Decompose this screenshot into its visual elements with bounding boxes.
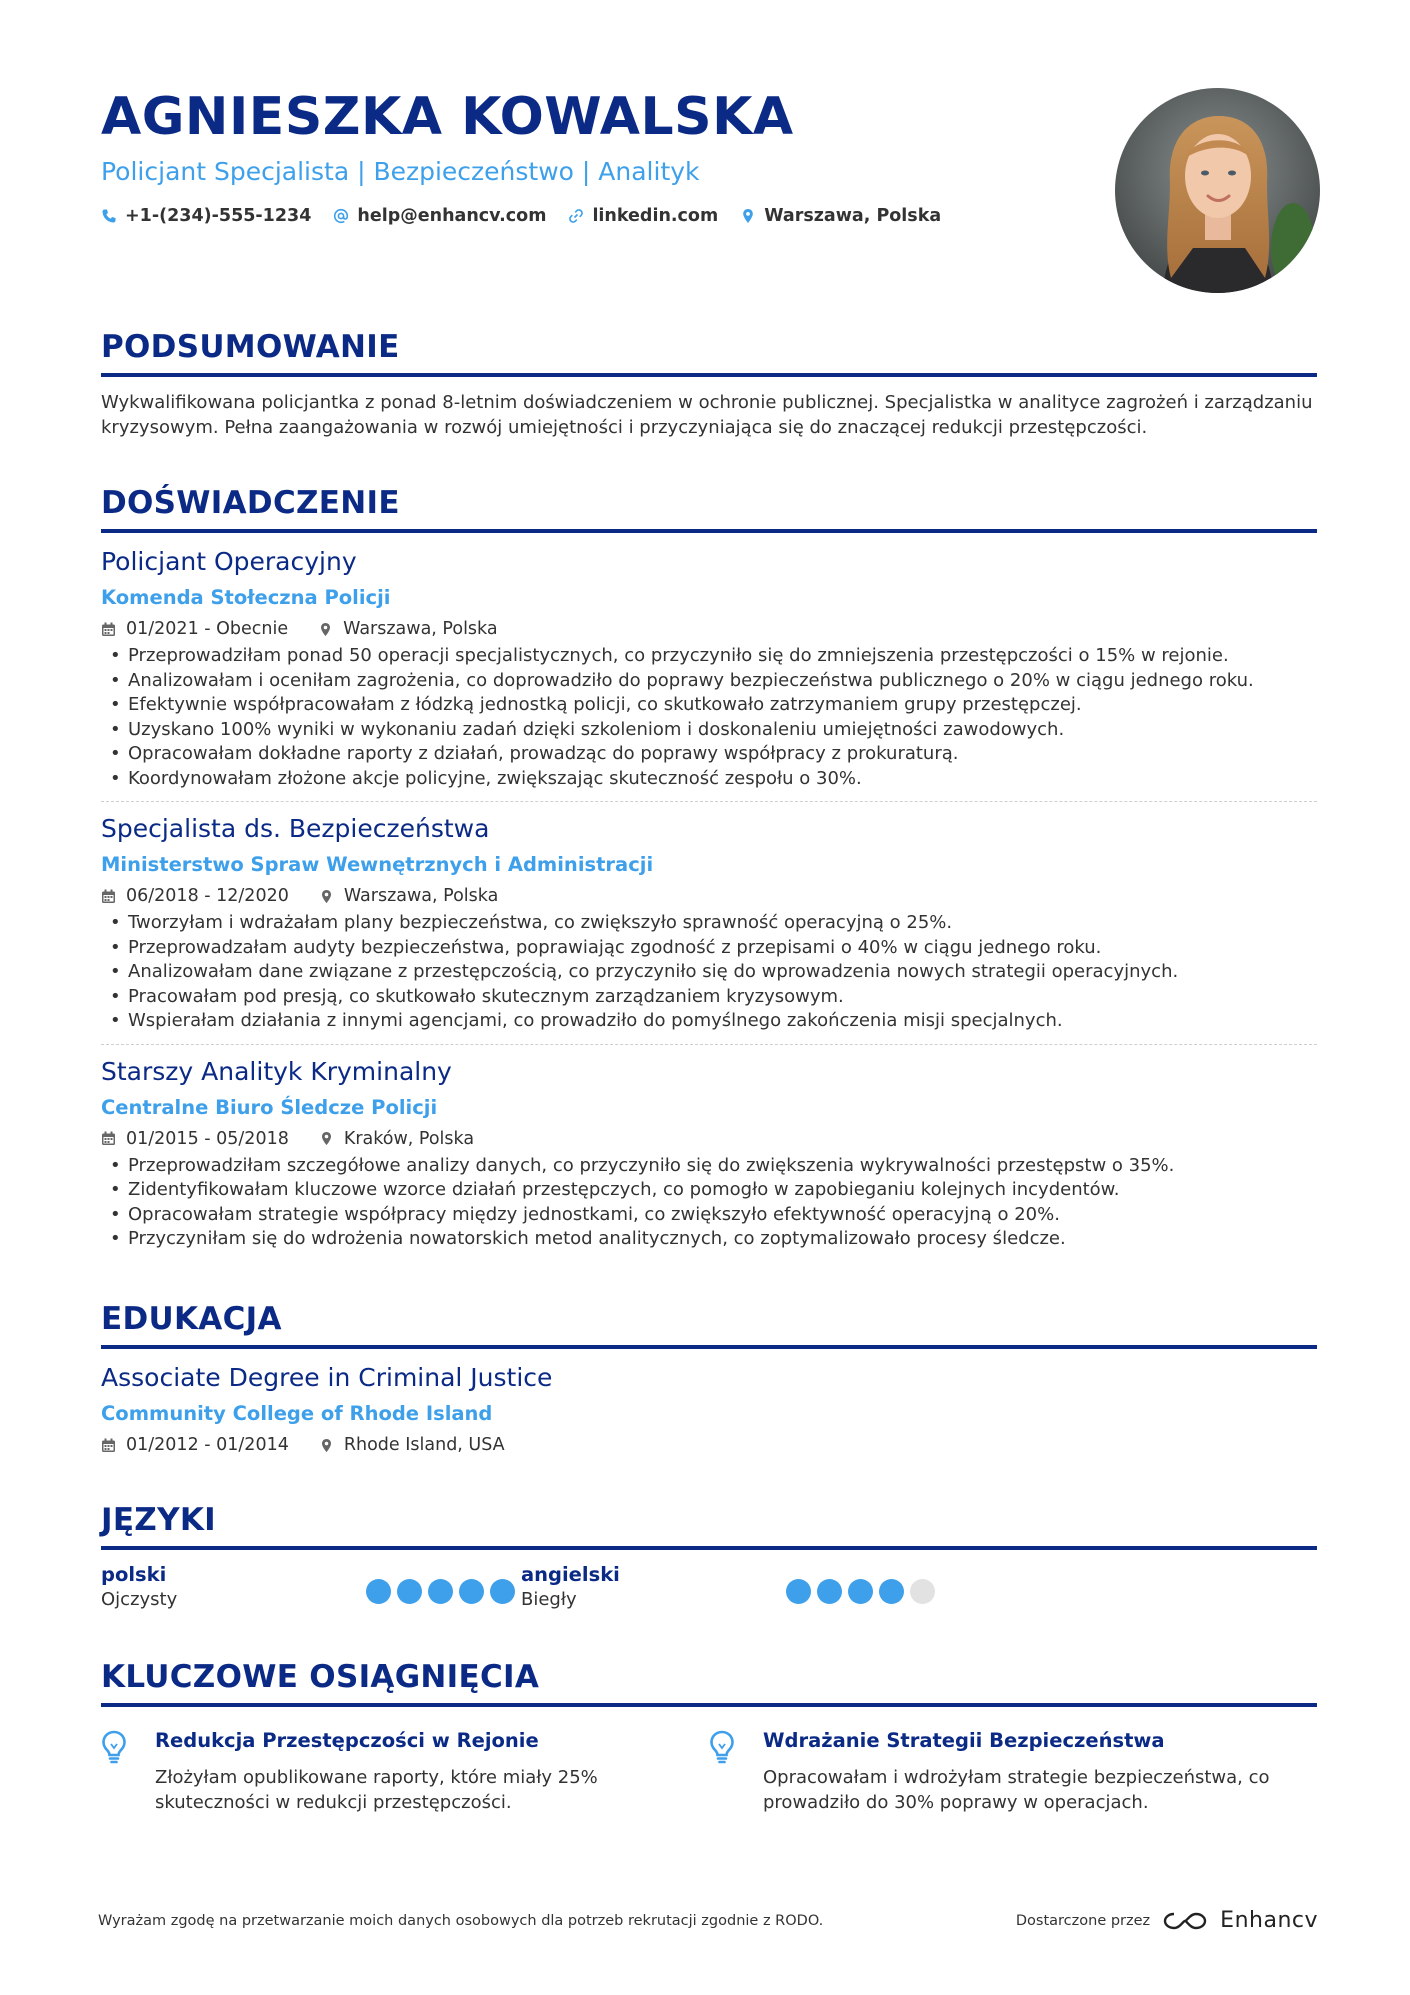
- bullet-item: • Pracowałam pod presją, co skutkowało skutecznym zarządzaniem kryzysowym.: [101, 985, 1317, 1010]
- rating-dot-filled: [366, 1579, 391, 1604]
- bullet-item: • Opracowałam strategie współpracy między jednostkami, co zwiększyło efektywność operacyjną o 20%.: [101, 1203, 1317, 1228]
- email-text: help@enhancv.com: [357, 206, 547, 226]
- job-title: Starszy Analityk Kryminalny: [101, 1056, 452, 1086]
- bullet-item: • Analizowałam i oceniłam zagrożenia, co doprowadziło do poprawy bezpieczeństwa publicznego o 20% w ciągu jednego roku.: [101, 669, 1317, 694]
- contact-email[interactable]: [333, 206, 546, 226]
- job-bullets: [101, 1154, 1317, 1252]
- rating-dot-filled: [848, 1579, 873, 1604]
- education-school: Community College of Rhode Island: [101, 1402, 493, 1425]
- job-title: Specjalista ds. Bezpieczeństwa: [101, 814, 490, 843]
- education-dates-text: 01/2012 - 01/2014: [126, 1435, 289, 1455]
- education-location-text: Rhode Island, USA: [343, 1435, 505, 1455]
- job-bullets: [101, 644, 1317, 791]
- rating-dot-filled: [428, 1579, 453, 1604]
- summary-section: [101, 327, 1317, 440]
- education-section: [101, 1299, 1317, 1457]
- job-meta: [101, 617, 1317, 641]
- phone-icon: [101, 208, 117, 224]
- achievement-desc: Opracowałam i wdrożyłam strategie bezpieczeństwa, co prowadziło do 30% poprawy w operacjach.: [763, 1767, 1270, 1813]
- bullet-item: • Tworzyłam i wdrażałam plany bezpieczeństwa, co zwiększyło sprawność operacyjną o 25%.: [101, 911, 1317, 936]
- achievement-item: [709, 1728, 1317, 1815]
- job-location-text: Warszawa, Polska: [343, 619, 498, 639]
- achievement-title: Wdrażanie Strategii Bezpieczeństwa: [763, 1729, 1165, 1752]
- location-pin-icon: [319, 1438, 334, 1453]
- phone-text: +1-(234)-555-1234: [125, 206, 312, 226]
- job-divider: [101, 801, 1317, 802]
- achievement-desc: Złożyłam opublikowane raporty, które miały 25% skuteczności w redukcji przestępczości.: [155, 1767, 598, 1813]
- language-rating: [366, 1579, 515, 1612]
- experience-title: DOŚWIADCZENIE: [101, 483, 1317, 533]
- job-location: [319, 884, 498, 908]
- job-company: Ministerstwo Spraw Wewnętrznych i Administracji: [101, 853, 654, 876]
- location-pin-icon: [319, 889, 334, 904]
- job-company: Centralne Biuro Śledcze Policji: [101, 1095, 438, 1119]
- contact-location: [740, 206, 941, 226]
- bullet-item: • Przyczyniłam się do wdrożenia nowatorskich metod analitycznych, co zoptymalizowało procesy śledcze.: [101, 1227, 1317, 1252]
- rating-dot-filled: [786, 1579, 811, 1604]
- education-location: [319, 1433, 505, 1457]
- job-company: Komenda Stołeczna Policji: [101, 586, 391, 609]
- bullet-item: • Przeprowadzałam audyty bezpieczeństwa, poprawiając zgodność z przepisami o 40% w ciągu jednego roku.: [101, 936, 1317, 961]
- brand-name: Enhancv: [1220, 1908, 1318, 1933]
- location-pin-icon: [740, 208, 756, 224]
- job-bullets: [101, 911, 1317, 1034]
- powered-by-label: Dostarczone przez: [1015, 1912, 1151, 1929]
- profile-photo: [1115, 88, 1320, 293]
- lightbulb-icon: [709, 1728, 745, 1815]
- contact-phone[interactable]: [101, 206, 311, 226]
- bullet-item: • Koordynowałam złożone akcje policyjne, zwiększając skuteczność zespołu o 30%.: [101, 767, 1317, 792]
- bullet-item: • Wspierałam działania z innymi agencjami, co prowadziło do pomyślnego zakończenia misji specjalnych.: [101, 1009, 1317, 1034]
- contact-bar: [101, 206, 1101, 226]
- job-dates: [101, 617, 288, 641]
- bullet-item: • Przeprowadziłam ponad 50 operacji specjalistycznych, co przyczyniło się do zmniejszenia przestępczości o 15% w rejonie.: [101, 644, 1317, 669]
- rating-dot-filled: [459, 1579, 484, 1604]
- job-dates-text: 06/2018 - 12/2020: [126, 886, 289, 906]
- rating-dot-filled: [397, 1579, 422, 1604]
- job-dates: [101, 884, 289, 908]
- bullet-item: • Efektywnie współpracowałam z łódzką jednostką policji, co skutkowało zatrzymaniem grupy przestępczej.: [101, 693, 1317, 718]
- summary-text: Wykwalifikowana policjantka z ponad 8-letnim doświadczeniem w ochronie publicznej. Specjalistka w analityce zagrożeń i zarządzaniu kryzysowym. Pełna zaangażowania w rozwój umiejętności i przyczyniająca się do znaczącej redukcji przestępczości.: [101, 392, 1313, 438]
- language-name: polski: [101, 1563, 167, 1586]
- language-item: [101, 1562, 521, 1612]
- linkedin-text: linkedin.com: [592, 206, 719, 226]
- education-title: EDUKACJA: [101, 1299, 1317, 1349]
- language-level: Ojczysty: [101, 1589, 178, 1610]
- bullet-item: • Zidentyfikowałam kluczowe wzorce działań przestępczych, co pomogło w zapobieganiu kolejnych incydentów.: [101, 1178, 1317, 1203]
- job-location: [318, 617, 497, 641]
- location-pin-icon: [318, 622, 333, 637]
- calendar-icon: [101, 622, 116, 637]
- location-pin-icon: [319, 1131, 334, 1146]
- calendar-icon: [101, 1438, 116, 1453]
- brand-credit[interactable]: [1016, 1908, 1318, 1933]
- education-meta: [101, 1433, 1317, 1457]
- job-dates: [101, 1127, 289, 1151]
- languages-list: [101, 1562, 1317, 1612]
- job-location-text: Kraków, Polska: [343, 1128, 475, 1149]
- summary-title: PODSUMOWANIE: [101, 327, 1317, 377]
- enhancv-logo-icon: [1162, 1910, 1208, 1932]
- rating-dot-filled: [879, 1579, 904, 1604]
- education-dates: [101, 1433, 289, 1457]
- achievements-section: [101, 1657, 1317, 1815]
- job-title: Policjant Operacyjny: [101, 547, 357, 576]
- language-name: angielski: [521, 1563, 620, 1586]
- footer: [98, 1908, 1318, 1933]
- job-location: [319, 1127, 474, 1151]
- candidate-headline: Policjant Specjalista | Bezpieczeństwo | Analityk: [101, 157, 700, 186]
- lightbulb-icon: [101, 1728, 137, 1815]
- bullet-item: • Opracowałam dokładne raporty z działań, prowadząc do poprawy współpracy z prokuraturą.: [101, 742, 1317, 767]
- resume-header: [101, 86, 1101, 226]
- language-level: Biegły: [521, 1589, 577, 1610]
- job-divider: [101, 1044, 1317, 1045]
- job-meta: [101, 1127, 1317, 1151]
- job-meta: [101, 884, 1317, 908]
- at-icon: [333, 208, 349, 224]
- achievements-title: KLUCZOWE OSIĄGNIĘCIA: [101, 1657, 1317, 1707]
- achievement-item: [101, 1728, 709, 1815]
- contact-linkedin[interactable]: [568, 206, 718, 226]
- languages-title: JĘZYKI: [101, 1500, 1317, 1550]
- job-entry: [101, 546, 1317, 791]
- achievements-list: [101, 1728, 1317, 1815]
- language-rating: [786, 1579, 935, 1612]
- bullet-item: • Uzyskano 100% wyniki w wykonaniu zadań dzięki szkoleniom i doskonaleniu umiejętności zawodowych.: [101, 718, 1317, 743]
- rating-dot-empty: [910, 1579, 935, 1604]
- languages-section: [101, 1500, 1317, 1612]
- calendar-icon: [101, 1131, 116, 1146]
- link-icon: [568, 208, 584, 224]
- job-dates-text: 01/2015 - 05/2018: [126, 1128, 289, 1149]
- language-item: [521, 1562, 941, 1612]
- rating-dot-filled: [817, 1579, 842, 1604]
- candidate-name: AGNIESZKA KOWALSKA: [101, 87, 794, 147]
- job-location-text: Warszawa, Polska: [343, 886, 499, 906]
- experience-section: [101, 483, 1317, 1252]
- job-entry: [101, 813, 1317, 1034]
- location-text: Warszawa, Polska: [764, 206, 942, 226]
- calendar-icon: [101, 889, 116, 904]
- rating-dot-filled: [490, 1579, 515, 1604]
- gdpr-consent: Wyrażam zgodę na przetwarzanie moich danych osobowych dla potrzeb rekrutacji zgodnie z RODO.: [98, 1912, 824, 1929]
- achievement-title: Redukcja Przestępczości w Rejonie: [155, 1729, 539, 1752]
- education-degree: Associate Degree in Criminal Justice: [101, 1363, 553, 1392]
- job-dates-text: 01/2021 - Obecnie: [126, 619, 289, 639]
- education-entry: [101, 1362, 1317, 1457]
- job-entry: [101, 1056, 1317, 1252]
- bullet-item: • Analizowałam dane związane z przestępczością, co przyczyniło się do wprowadzenia nowych strategii operacyjnych.: [101, 960, 1317, 985]
- bullet-item: • Przeprowadziłam szczegółowe analizy danych, co przyczyniło się do zwiększenia wykrywalności przestępstw o 35%.: [101, 1154, 1317, 1179]
